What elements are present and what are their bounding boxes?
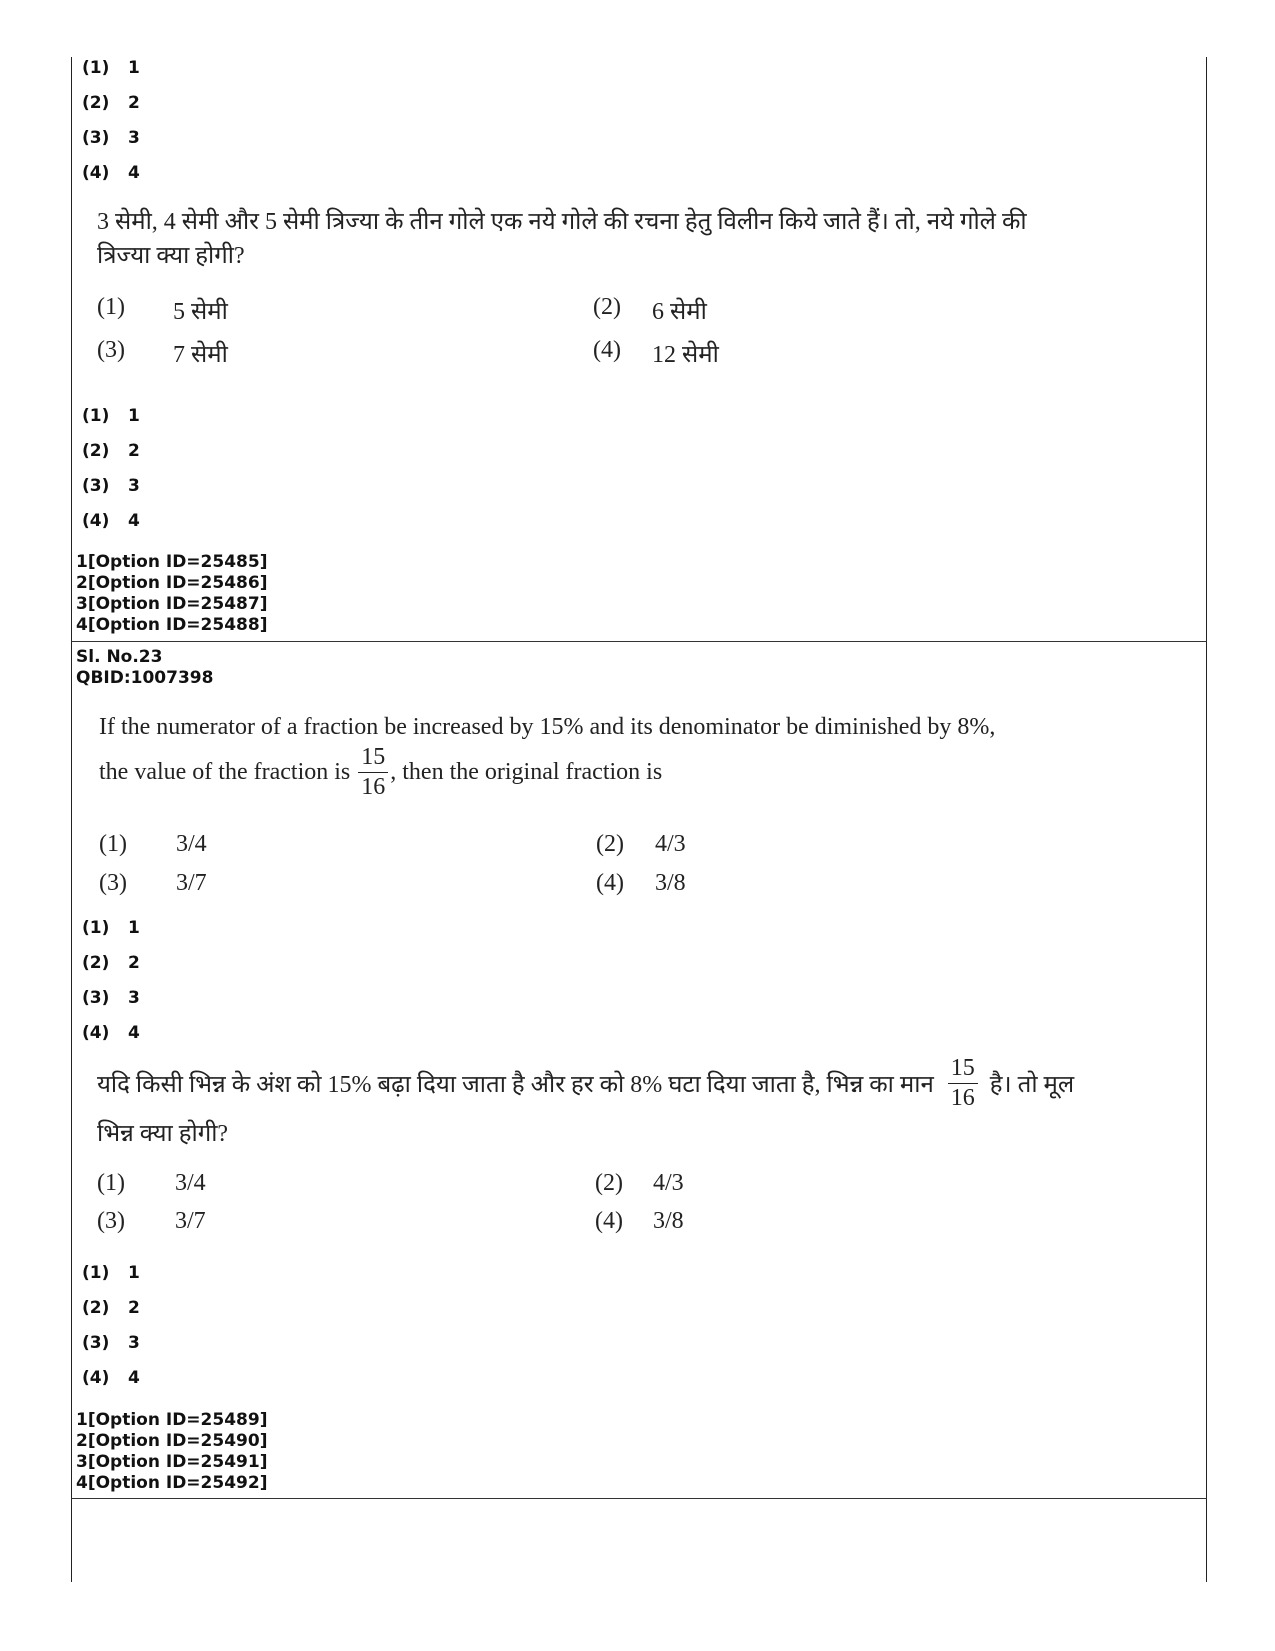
fraction xyxy=(358,745,388,800)
choice-label: (4) xyxy=(595,1208,623,1234)
answer-option-list xyxy=(82,50,140,190)
answer-option-list xyxy=(82,1255,140,1395)
choice-value: 3/8 xyxy=(655,870,686,896)
answer-option[interactable]: (4) 4 xyxy=(82,1022,140,1043)
choice-value: 3/4 xyxy=(175,1170,206,1196)
answer-option-list xyxy=(82,398,140,538)
choice-value: 4/3 xyxy=(655,831,686,857)
choice-value: 6 सेमी xyxy=(652,299,707,325)
choice-label: (4) xyxy=(593,337,621,363)
question-text-part: the value of the fraction is xyxy=(99,759,351,786)
answer-option[interactable]: (2) 2 xyxy=(82,952,140,973)
answer-option[interactable]: (4) 4 xyxy=(82,510,140,531)
option-id: 4[Option ID=25492] xyxy=(76,1473,268,1493)
fraction-numerator: 15 xyxy=(948,1056,978,1084)
answer-option[interactable]: (4) 4 xyxy=(82,162,140,183)
section-divider xyxy=(71,1498,1207,1499)
fraction-denominator: 16 xyxy=(361,774,386,801)
option-id: 2[Option ID=25486] xyxy=(76,573,268,593)
answer-option[interactable]: (3) 3 xyxy=(82,1332,140,1353)
choice-value: 3/7 xyxy=(175,1208,206,1234)
choice-label: (2) xyxy=(596,831,624,857)
choice-value: 3/7 xyxy=(176,870,207,896)
answer-option[interactable]: (1) 1 xyxy=(82,917,140,938)
qbid: QBID:1007398 xyxy=(76,668,214,688)
option-id: 4[Option ID=25488] xyxy=(76,615,268,635)
question-text-part: यदि किसी भिन्न के अंश को 15% बढ़ा दिया जाता है और हर को 8% घटा दिया जाता है, भिन्न का मान xyxy=(97,1072,934,1099)
question-text-hindi-line2: त्रिज्या क्या होगी? xyxy=(97,243,245,269)
question-text-part: है। तो मूल xyxy=(989,1072,1075,1099)
option-id: 1[Option ID=25489] xyxy=(76,1410,268,1430)
answer-option[interactable]: (3) 3 xyxy=(82,127,140,148)
choice-label: (3) xyxy=(97,337,125,363)
serial-number: Sl. No.23 xyxy=(76,647,163,667)
option-id: 3[Option ID=25487] xyxy=(76,594,268,614)
fraction-denominator: 16 xyxy=(950,1085,975,1112)
choice-label: (3) xyxy=(97,1208,125,1234)
answer-option[interactable]: (1) 1 xyxy=(82,57,140,78)
choice-label: (1) xyxy=(99,831,127,857)
answer-option[interactable]: (2) 2 xyxy=(82,92,140,113)
choice-label: (1) xyxy=(97,294,125,320)
option-id: 2[Option ID=25490] xyxy=(76,1431,268,1451)
choice-value: 3/8 xyxy=(653,1208,684,1234)
question-text-hindi: 3 सेमी, 4 सेमी और 5 सेमी त्रिज्या के तीन गोले एक नये गोले की रचना हेतु विलीन किये जाते हैं। तो, नये गोले की xyxy=(97,209,1027,235)
choice-label: (1) xyxy=(97,1170,125,1196)
answer-option[interactable]: (2) 2 xyxy=(82,440,140,461)
choice-label: (2) xyxy=(595,1170,623,1196)
question-text-english: If the numerator of a fraction be increased by 15% and its denominator be diminished by 8%, xyxy=(99,714,996,740)
choice-label: (2) xyxy=(593,294,621,320)
option-id-list xyxy=(76,552,267,636)
question-text-hindi xyxy=(97,1056,1074,1111)
choice-value: 12 सेमी xyxy=(652,342,719,368)
fraction-numerator: 15 xyxy=(358,745,388,773)
question-text-english-line2 xyxy=(99,745,662,800)
choice-value: 5 सेमी xyxy=(173,299,228,325)
option-id-list xyxy=(76,1410,267,1494)
option-id: 3[Option ID=25491] xyxy=(76,1452,268,1472)
section-divider xyxy=(71,641,1207,642)
fraction xyxy=(948,1056,978,1111)
page-frame xyxy=(71,57,1207,1582)
answer-option[interactable]: (1) 1 xyxy=(82,1262,140,1283)
answer-option-list xyxy=(82,910,140,1050)
question-text-hindi-line2: भिन्न क्या होगी? xyxy=(97,1121,229,1147)
choice-label: (4) xyxy=(596,870,624,896)
option-id: 1[Option ID=25485] xyxy=(76,552,268,572)
choice-value: 3/4 xyxy=(176,831,207,857)
question-header xyxy=(76,647,213,689)
answer-option[interactable]: (4) 4 xyxy=(82,1367,140,1388)
choice-value: 7 सेमी xyxy=(173,342,228,368)
choice-value: 4/3 xyxy=(653,1170,684,1196)
answer-option[interactable]: (3) 3 xyxy=(82,475,140,496)
answer-option[interactable]: (2) 2 xyxy=(82,1297,140,1318)
answer-option[interactable]: (1) 1 xyxy=(82,405,140,426)
choice-label: (3) xyxy=(99,870,127,896)
answer-option[interactable]: (3) 3 xyxy=(82,987,140,1008)
question-text-part: , then the original fraction is xyxy=(390,759,663,786)
